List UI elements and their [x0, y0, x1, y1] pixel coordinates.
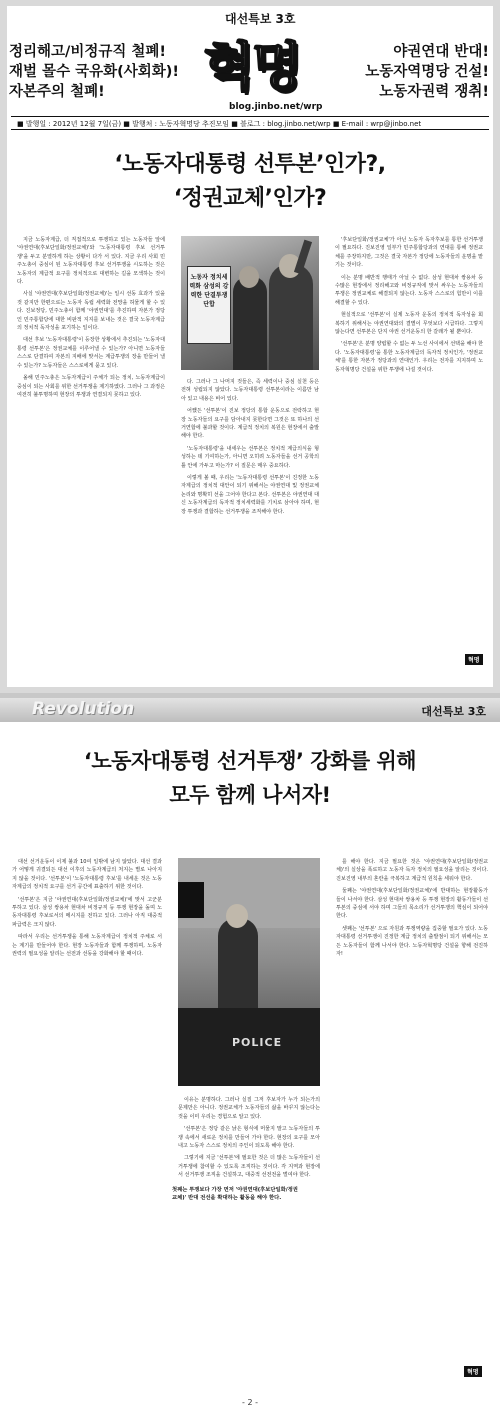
paragraph: 둘째는 '야권연대(후보단일화/정권교체)'에 반대하는 현장활동가들이 나서야 한다. 삼성 현대차 쌍용차 등 투쟁 현장의 활동가들이 선투본의 중심에 서야 하며 그들의 목소리가 선거투쟁의 핵심이 되어야 한다.: [336, 888, 488, 920]
slogan: 재벌 몰수 국유화(사회화)!: [9, 64, 180, 80]
headline-line: ‘노동자대통령 선투본’인가?,: [114, 152, 386, 177]
paragraph: '선투본'은 지금 '야권연대(후보단일화/정권교체)'에 맞서 고군분투하고 있다. 삼성 쌍용차 현대차 비정규직 등 투쟁 현장을 돌며 노동자대통령 후보로서의 메시지를 전하고 있다. 그러나 아직 대중적 파급력은 크지 않다.: [12, 896, 162, 928]
paragraph: '후보단일화/정권교체'가 아닌 노동자 독자후보를 통한 선거투쟁이 필요하다. 진보진영 일부가 민주통합당과의 연대를 통해 정권교체를 주장하지만, 그것은 결국 자본가 정당에 노동자들의 운명을 맡기는 것이다.: [335, 237, 483, 269]
paragraph: 이유는 분명하다. 그러나 실질 그저 후보자가 누가 되는가의 문제만은 아니다. 정권교체가 노동자들의 삶을 바꾸지 않는다는 것을 이미 우리는 경험으로 알고 있다.: [178, 1097, 320, 1120]
article-column-2: [178, 1096, 320, 1336]
paragraph: 대선 선거운동이 이제 불과 10여 일밖에 남지 않았다. 대선 결과가 어떻게 귀결되든 대선 이후의 노동자계급의 처지는 별로 나아지지 않을 것이다. '선투본'이 '노동자대통령 후보'를 내세운 것은 노동자계급의 정치적 요구를 선거 공간에 표출하기 위한 것이다.: [12, 859, 162, 891]
slogan: 야권연대 반대!: [393, 44, 489, 60]
newspaper-title-logo: 혁명: [203, 37, 301, 98]
paragraph: 올해 민주노총은 노동자계급이 주체가 되는 정치, 노동자계급이 중심이 되는 사회를 위한 선거투쟁을 제기하였다. 그러나 그 과정은 여전히 불투명하며 현장의 투쟁과 연결되지 못하고 있다.: [17, 375, 165, 398]
author-signoff: 혁명: [464, 1366, 482, 1377]
article-body: [12, 858, 488, 1378]
article-column-1: [12, 858, 162, 1378]
paragraph: '선투본'은 분명 양립할 수 없는 두 노선 사이에서 선택을 해야 한다. '노동자대통령'을 통한 노동자계급의 독자적 정치인가, '정권교체'를 통한 자본가 정당과의 연대인가. 우리는 전자를 지지하며 노동자혁명당 건설을 위한 투쟁에 나설 것이다.: [335, 341, 483, 373]
main-headline: [7, 148, 493, 216]
paragraph: 이는 분명 배반적 행태가 아닐 수 없다. 삼성 현대차 쌍용차 등 수많은 현장에서 정리해고와 비정규직에 맞서 싸우는 노동자들의 투쟁은 정권교체로 해결되지 않는다. 노동자 스스로의 힘만이 이를 해결할 수 있다.: [335, 274, 483, 306]
paragraph: 어쨌든 '선투본'이 진보 정당의 통합 운동으로 전락하고 현장 노동자들의 요구를 담아내지 못한다면 그것은 또 하나의 선거연합에 불과할 것이다. 계급적 정치의 복원은 현장에서 출발해야 한다.: [181, 408, 319, 440]
band-title: Revolution: [32, 699, 135, 719]
paragraph: 다. 그러나 그 나머지 것들은, 즉 세력이나 중심 실천 등은 전혀 성립되지 않았다. 노동자대통령 선투본이라는 이름만 남아 있고 내용은 비어 있다.: [181, 379, 319, 402]
paragraph: 현실적으로 '선투본'이 실제 노동자 운동의 정치적 독자성을 회복하기 위해서는 야권연대와의 결별이 무엇보다 시급하다. 그렇지 않는다면 선투본은 단지 야권 선거운동의 한 갈래가 될 뿐이다.: [335, 312, 483, 336]
slogan: 정리해고/비정규직 철폐!: [9, 44, 167, 60]
publication-info-bar: ■ 발행일 : 2012년 12월 7일(금) ■ 발행처 : 노동자혁명당 추진모임 ■ 블로그 : blog.jinbo.net/wrp ■ E-mail : wrp@jinbo.net: [11, 116, 489, 130]
headline-line: ‘노동자대통령 선거투쟁’ 강화를 위해: [83, 749, 417, 773]
paragraph: '노동자대통령'을 내세우는 선투본은 정치적 계급의식을 형성하는 데 기여하는가, 아니면 오히려 노동자들을 선거 공학의 틀 안에 가두고 마는가? 이 질문은 매우 중요하다.: [181, 445, 319, 469]
headline-line: 모두 함께 나서자!: [169, 783, 331, 807]
photo-figure: [218, 918, 258, 1008]
camera-icon: [178, 882, 204, 918]
masthead: [7, 6, 493, 122]
article-column-2: [181, 378, 319, 664]
newspaper-page-2: [0, 698, 500, 1415]
page-1-sheet: [7, 6, 493, 687]
article-column-3: [335, 236, 483, 652]
photo-figure: [239, 266, 259, 288]
paragraph: 따라서 우리는 선거투쟁을 통해 노동자계급이 정치적 주체로 서는 계기를 만들어야 한다. 현장 노동자들과 함께 투쟁하며, 노동자 권력의 필요성을 알리는 선전과 선동을 강화해야 할 때이다.: [12, 934, 162, 958]
article-column-1: [17, 236, 165, 664]
paragraph: 셋째는 '선투본' 으로 자원과 투쟁역량을 집중할 필요가 있다. 노동자대통령 선거투쟁이 진정한 계급 정치의 출발점이 되기 위해서는 모든 노동자들이 함께 나서야 한다. 노동자혁명당 건설을 향해 전진하자!: [336, 925, 488, 958]
paragraph: '선투본'은 정당 같은 낡은 형식에 머물지 말고 노동자들의 투쟁 속에서 새로운 정치를 만들어 가야 한다. 현장의 요구를 모아내고 노동자 스스로 정치의 주인이 되도록 해야 한다.: [178, 1126, 320, 1150]
paragraph: 지금 노동자계급, 더 직접적으로 투쟁하고 있는 노동자들 앞에 '야권연대(후보단일화/정권교체)'와 '노동자대통령 후보 선거투쟁'을 두고 분열하게 하는 상황이 다가 서 있다. 지금 우리 사회 민주노총이 중심이 된 노동자대통령 후보 선거투쟁을 시도하는 것은 노동자의 계급적 요구를 정치적으로 대변하는 길을 모색하는 것이다.: [17, 237, 165, 286]
main-headline: [0, 744, 500, 812]
photo-figure: [233, 276, 267, 370]
photo-figure: [269, 264, 313, 370]
issue-number: 대선특보 3호: [421, 705, 486, 718]
protest-sign: 노동자 정치세력화 삼성의 강력한 단결투쟁 단합: [187, 266, 231, 344]
left-slogans: [9, 42, 189, 102]
right-slogans: [329, 42, 489, 102]
masthead-site: blog.jinbo.net/wrp: [229, 102, 323, 112]
author-signoff: 혁명: [465, 654, 483, 665]
protest-photo: [178, 858, 320, 1086]
police-label: POLICE: [232, 1036, 283, 1049]
issue-number: 대선특보 3호: [225, 12, 296, 26]
paragraph: 이렇게 볼 때, 우리는 '노동자대통령 선투본'이 진정한 노동자계급의 정치적 대안이 되기 위해서는 야권연대 및 정권교체 논리와 명확히 선을 그어야 한다고 본다. 선투본은 야권연대 대신 노동자계급의 독자적 정치세력화를 기치로 삼아야 하며, 현장 투쟁과 결합하는 선거투쟁을 조직해야 한다.: [181, 475, 319, 515]
paragraph: 대선 후보 '노동자대통령'이 등장한 상황에서 추진되는 '노동자대통령 선투본'은 정권교체를 이루어낼 수 있는가? 아니면 노동자들 스스로 단결하여 자본의 지배에 맞서는 계급투쟁의 장을 만들어 낼 수 있는가? 노동자들은 스스로에게 묻고 있다.: [17, 337, 165, 369]
protest-photo: [181, 236, 319, 370]
article-body: [17, 236, 483, 666]
headline-line: ‘정권교체’인가?: [173, 186, 327, 211]
paragraph: 를 해야 한다. 지금 필요한 것은 '야권연대(후보단일화/정권교체)'의 실상을 폭로하고 노동자 독자 정치의 필요성을 알리는 것이다. 진보진영 내부의 혼란을 극복하고 계급적 원칙을 세워야 한다.: [336, 859, 488, 882]
slogan: 자본주의 철폐!: [9, 84, 105, 100]
bold-lead-paragraph: 첫째는 투쟁보다 가장 먼저 '야권연대(후보단일화/정권교체)' 반대 전선을 확대하는 활동을 해야 한다.: [172, 1187, 298, 1202]
article-column-3: [336, 858, 488, 1368]
photo-figure: [226, 904, 248, 928]
slogan: 노동자역명당 건설!: [365, 64, 489, 80]
newspaper-page-1: [0, 0, 500, 693]
page-number: - 2 -: [242, 1398, 258, 1407]
paragraph: 사실 '야권연대(후보단일화/정권교체)'는 일시 선동 효과가 있을 것 같지만 한편으로는 노동자 독립 세력화 전망을 허물게 할 수 있다. 진보정당, 민주노총이 함께 '야권연대'를 추진하며 자본가 정당인 민주통합당에 대한 비판적 지지를 보내는 것은 결국 노동자계급의 정치적 독자성을 포기하는 일이다.: [17, 291, 165, 332]
paragraph: 그렇기에 지금 '선투본'에 필요한 것은 더 많은 노동자들이 선거투쟁에 참여할 수 있도록 조직하는 것이다. 각 지역과 현장에서 선거투쟁 조직을 건설하고, 대중적 선전전을 벌여야 한다.: [178, 1155, 320, 1179]
page-2-header-band: [0, 698, 500, 722]
slogan: 노동자권력 쟁취!: [379, 84, 489, 100]
